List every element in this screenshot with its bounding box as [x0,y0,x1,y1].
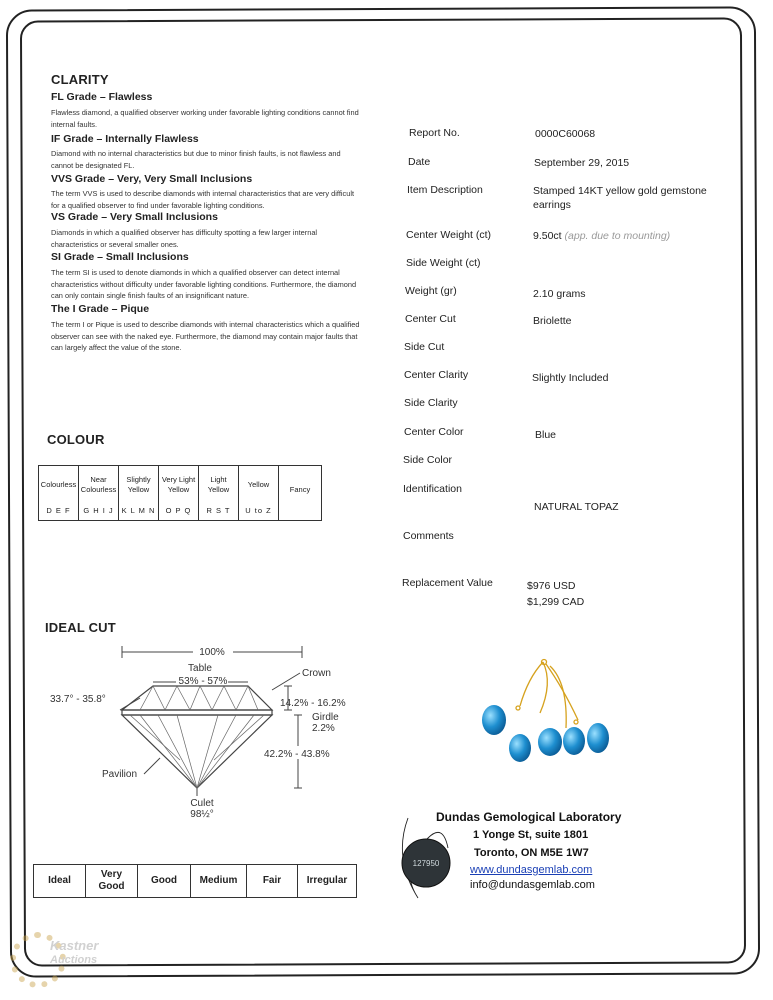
center-weight-label: Center Weight (ct) [406,229,491,241]
colour-scale-table [38,465,322,521]
center-cut-label: Center Cut [405,313,456,325]
ideal-cut-heading: IDEAL CUT [45,620,116,635]
weight-label: Weight (gr) [405,285,457,297]
replacement-value-cad: $1,299 CAD [527,596,585,608]
topaz-drop [563,727,585,755]
center-cut-value: Briolette [533,315,572,327]
diamond-proportions-diagram [40,640,360,825]
cut-grade-table [33,864,357,898]
clarity-heading: CLARITY [51,72,109,87]
earrings-photo [468,658,618,778]
colour-cell: Near Colourless G H I J [79,466,119,521]
center-weight-value: 9.50ct (app. due to mounting) [533,230,671,242]
identification-label: Identification [403,483,462,495]
culet-pct-label: 98½° [190,809,214,820]
pavilion-label: Pavilion [102,769,138,780]
date-value: September 29, 2015 [534,157,630,169]
clarity-grade-desc: The term VVS is used to describe diamonds with internal characteristics that are very difficult for a qualified observer to find under favorable lighting conditions. [51,189,355,210]
side-clarity-label: Side Clarity [404,397,458,409]
watermark-line1: Kastner [50,938,99,953]
culet-label: Culet [190,798,214,809]
colour-cell: Colourless D E F [39,466,79,521]
colour-cell: Slightly Yellow K L M N [119,466,159,521]
item-description-value: Stamped 14KT yellow gold gemstone earrings [533,185,707,211]
weight-value: 2.10 grams [533,288,586,300]
pavilion-depth-label: 42.2% - 43.8% [264,749,330,760]
cut-grade-cell: Very Good [86,865,138,898]
width-label: 100% [199,647,225,658]
cut-grade-cell: Medium [191,865,247,898]
colour-cell: Light Yellow R S T [199,466,239,521]
item-description-label: Item Description [407,184,483,196]
colour-cell: Yellow U to Z [239,466,279,521]
side-cut-label: Side Cut [404,341,445,353]
topaz-drop [509,734,531,762]
crown-label: Crown [302,668,331,679]
report-no-value: 0000C60068 [535,128,596,140]
cut-grade-cell: Good [138,865,191,898]
crown-height-label: 14.2% - 16.2% [280,698,346,709]
colour-cell: Fancy [279,466,322,521]
report-no-label: Report No. [409,127,460,139]
cut-grade-cell: Irregular [298,865,357,898]
cut-grade-cell: Fair [247,865,298,898]
topaz-drop [482,705,506,735]
colour-cell: Very Light Yellow O P Q [159,466,199,521]
clarity-grade-title: The I Grade – Pique [51,303,150,315]
comments-label: Comments [403,530,454,542]
watermark-line2: Auctions [50,954,98,966]
center-color-value: Blue [535,429,557,441]
lab-website-link[interactable]: www.dundasgemlab.com [470,864,593,876]
clarity-grade-title: IF Grade – Internally Flawless [51,133,199,145]
table-label: Table [188,663,212,674]
girdle-pct-label: 2.2% [312,723,335,734]
cut-grade-cell: Ideal [34,865,86,898]
topaz-drop [538,728,562,756]
clarity-grade-desc: Flawless diamond, a qualified observer working under favorable lighting conditions cannot find internal faults. [51,108,359,129]
replacement-value-usd: $976 USD [527,580,576,592]
center-clarity-value: Slightly Included [532,372,609,384]
table-range-label: 53% - 57% [178,676,228,687]
crown-angle-label: 33.7° - 35.8° [50,694,106,705]
lab-address-line2: Toronto, ON M5E 1W7 [474,847,589,859]
topaz-drop [587,723,609,753]
replacement-value-label: Replacement Value [402,577,493,589]
seal-number: 127950 [412,859,440,868]
lab-email[interactable]: info@dundasgemlab.com [470,879,595,891]
clarity-grade-title: VS Grade – Very Small Inclusions [51,211,218,223]
clarity-grade-desc: Diamond with no internal characteristics but due to minor finish faults, is not flawless and cannot be designated FL. [51,149,341,170]
auction-watermark [10,928,120,988]
clarity-grade-title: FL Grade – Flawless [51,91,153,103]
center-color-label: Center Color [404,426,464,438]
colour-heading: COLOUR [47,432,105,447]
identification-value: NATURAL TOPAZ [534,501,619,513]
lab-name: Dundas Gemological Laboratory [436,810,622,824]
side-color-label: Side Color [403,454,453,466]
girdle-label: Girdle [312,712,339,723]
lab-address-line1: 1 Yonge St, suite 1801 [473,829,589,841]
date-label: Date [408,156,431,168]
center-weight-note: (app. due to mounting) [564,230,671,242]
side-weight-label: Side Weight (ct) [406,257,481,269]
clarity-grade-desc: Diamonds in which a qualified observer has difficulty spotting a few larger internal characteristics or several smaller ones. [51,228,318,249]
clarity-grade-desc: The term I or Pique is used to describe diamonds with internal characteristics which a qualified observer can see with the naked eye. Furthermore, the diamond may contain major faults that can largely affect the value of the stone. [51,320,360,352]
clarity-grade-title: VVS Grade – Very, Very Small Inclusions [51,173,253,185]
center-clarity-label: Center Clarity [404,369,469,381]
clarity-grade-title: SI Grade – Small Inclusions [51,251,189,263]
clarity-grade-desc: The term SI is used to denote diamonds in which a qualified observer can detect internal characteristics without difficulty under favorable lighting conditions. Furthermore, the diamond can only contain single finish faults of an insignificant nature. [51,268,357,300]
